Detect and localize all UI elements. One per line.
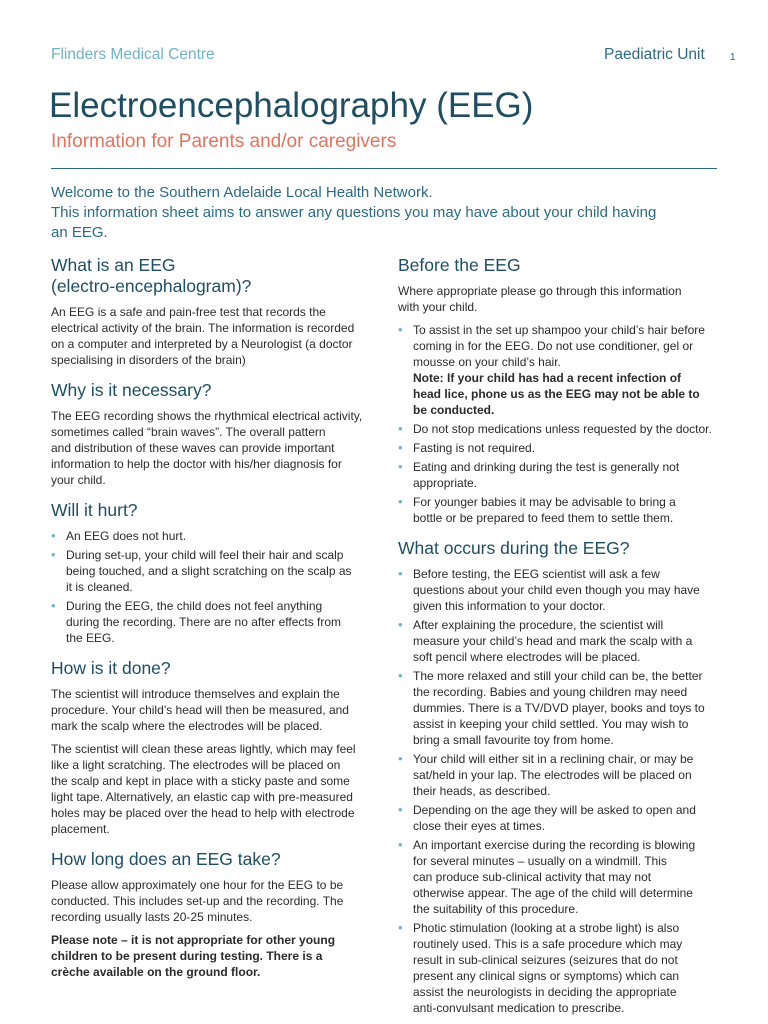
- text-line: placement.: [51, 822, 110, 836]
- list-item: [51, 528, 371, 544]
- text-line: dummies. There is a TV/DVD player, books and toys to: [413, 701, 705, 715]
- text-line: recording usually lasts 20-25 minutes.: [51, 910, 253, 924]
- head-lice-note: be conducted.: [413, 403, 495, 417]
- list-item: [398, 440, 718, 456]
- text-line: electrical activity of the brain. The information is recorded: [51, 321, 355, 335]
- list-item: [398, 459, 718, 491]
- text-line: sometimes called “brain waves”. The overall pattern: [51, 425, 326, 439]
- text-line: The scientist will introduce themselves and explain the: [51, 687, 340, 701]
- before-body: [398, 283, 718, 315]
- title-divider: [51, 168, 717, 169]
- hurt-list: [51, 528, 371, 646]
- during-list: [398, 566, 718, 1016]
- text-line: during the recording. There are no after effects from: [66, 615, 342, 629]
- text-line: The EEG recording shows the rhythmical electrical activity,: [51, 409, 363, 423]
- list-item: [398, 617, 718, 665]
- text-line: the EEG.: [66, 631, 115, 645]
- intro-line: an EEG.: [51, 224, 108, 241]
- text-line: crèche available on the ground floor.: [51, 965, 261, 979]
- creche-note: [51, 932, 371, 980]
- text-line: for several minutes – usually on a windmill. This: [413, 854, 667, 868]
- what-body: [51, 304, 371, 368]
- list-item: [398, 751, 718, 799]
- intro-line: This information sheet aims to answer any questions you may have about your child having: [51, 204, 657, 221]
- text-line: conducted. This includes set-up and the recording. The: [51, 894, 344, 908]
- text-line: • Your child will either sit in a reclining chair, or may be: [413, 752, 694, 766]
- page-subtitle: Information for Parents and/or caregivers: [51, 131, 397, 152]
- text-line: An EEG is a safe and pain-free test that records the: [51, 305, 326, 319]
- text-line: • Before testing, the EEG scientist will ask a few: [413, 567, 660, 581]
- text-line: • Photic stimulation (looking at a strobe light) is also: [413, 921, 680, 935]
- list-item: [398, 668, 718, 748]
- text-line: • Fasting is not required.: [413, 441, 536, 455]
- list-item: [398, 494, 718, 526]
- before-heading: Before the EEG: [398, 255, 521, 275]
- heading-line: (electro-encephalogram)?: [51, 276, 252, 296]
- text-line: • During set-up, your child will feel their hair and scalp: [66, 548, 344, 562]
- page-number: 1: [730, 52, 736, 63]
- text-line: Where appropriate please go through this information: [398, 284, 682, 298]
- text-line: close their eyes at times.: [413, 819, 546, 833]
- list-item: [398, 837, 718, 917]
- how-heading: How is it done?: [51, 658, 171, 678]
- text-line: your child.: [51, 473, 106, 487]
- text-line: like a light scratching. The electrodes will be placed on: [51, 758, 341, 772]
- intro-text: [51, 183, 721, 243]
- header-org: Flinders Medical Centre: [51, 46, 215, 63]
- list-item: [51, 547, 371, 595]
- text-line: • For younger babies it may be advisable to bring a: [413, 495, 676, 509]
- text-line: information to help the doctor with his/her diagnosis for: [51, 457, 342, 471]
- what-heading: [51, 255, 371, 297]
- text-line: questions about your child even though you may have: [413, 583, 700, 597]
- text-line: • Eating and drinking during the test is generally not: [413, 460, 680, 474]
- text-line: anti-convulsant medication to prescribe.: [413, 1001, 625, 1015]
- why-heading: Why is it necessary?: [51, 380, 212, 400]
- text-line: the suitability of this procedure.: [413, 902, 579, 916]
- text-line: assist the neurologists in deciding the appropriate: [413, 985, 677, 999]
- text-line: • During the EEG, the child does not feel anything: [66, 599, 323, 613]
- text-line: The scientist will clean these areas lightly, which may feel: [51, 742, 356, 756]
- list-item: [398, 566, 718, 614]
- text-line: assist in keeping your child settled. You may wish to: [413, 717, 689, 731]
- list-item: [398, 421, 718, 437]
- text-line: • The more relaxed and still your child can be, the better: [413, 669, 703, 683]
- text-line: otherwise appear. The age of the child will determine: [413, 886, 693, 900]
- text-line: present any clinical signs or symptoms) which can: [413, 969, 680, 983]
- text-line: • After explaining the procedure, the scientist will: [413, 618, 664, 632]
- duration-heading: How long does an EEG take?: [51, 849, 281, 869]
- text-line: light tape. Alternatively, an elastic cap with pre-measured: [51, 790, 353, 804]
- text-line: their heads, as described.: [413, 784, 551, 798]
- before-list: [398, 322, 718, 526]
- text-line: mark the scalp where the electrodes will be placed.: [51, 719, 323, 733]
- how-body-2: [51, 741, 371, 837]
- text-line: • Do not stop medications unless requested by the doctor.: [413, 422, 712, 436]
- text-line: can produce sub-clinical activity that may not: [413, 870, 652, 884]
- text-line: appropriate.: [413, 476, 478, 490]
- how-body-1: [51, 686, 371, 734]
- text-line: it is cleaned.: [66, 580, 133, 594]
- text-line: the scalp and kept in place with a sticky paste and some: [51, 774, 350, 788]
- intro-line: Welcome to the Southern Adelaide Local Health Network.: [51, 184, 433, 201]
- text-line: procedure. Your child’s head will then be measured, and: [51, 703, 349, 717]
- text-line: bottle or be prepared to feed them to settle them.: [413, 511, 674, 525]
- during-heading: What occurs during the EEG?: [398, 538, 630, 558]
- text-line: routinely used. This is a safe procedure which may: [413, 937, 683, 951]
- text-line: given this information to your doctor.: [413, 599, 606, 613]
- text-line: the recording. Babies and young children may need: [413, 685, 688, 699]
- text-line: • Depending on the age they will be asked to open and: [413, 803, 696, 817]
- why-body: [51, 408, 371, 488]
- list-item: [398, 920, 718, 1016]
- text-line: Please note – it is not appropriate for other young: [51, 933, 336, 947]
- text-line: on a computer and interpreted by a Neurologist (a doctor: [51, 337, 353, 351]
- text-line: measure your child’s head and mark the scalp with a: [413, 634, 693, 648]
- text-line: coming in for the EEG. Do not use conditioner, gel or: [413, 339, 694, 353]
- text-line: and distribution of these waves can provide important: [51, 441, 335, 455]
- head-lice-note: head lice, phone us as the EEG may not be able to: [413, 387, 700, 401]
- list-item: [398, 322, 718, 418]
- duration-body: [51, 877, 371, 925]
- list-item: [398, 802, 718, 834]
- list-item: [51, 598, 371, 646]
- page-title: Electroencephalography (EEG): [49, 86, 534, 125]
- right-column: [398, 255, 718, 1023]
- text-line: • An important exercise during the recording is blowing: [413, 838, 696, 852]
- text-line: • To assist in the set up shampoo your child’s hair before: [413, 323, 705, 337]
- text-line: holes may be placed over the head to help with electrode: [51, 806, 355, 820]
- text-line: mousse on your child’s hair.: [413, 355, 561, 369]
- heading-line: What is an EEG: [51, 255, 176, 275]
- text-line: sat/held in your lap. The electrodes will be placed on: [413, 768, 692, 782]
- text-line: bring a small favourite toy from home.: [413, 733, 614, 747]
- header-unit: Paediatric Unit: [604, 46, 705, 63]
- text-line: with your child.: [398, 300, 478, 314]
- text-line: • An EEG does not hurt.: [66, 529, 187, 543]
- text-line: soft pencil where electrodes will be placed.: [413, 650, 641, 664]
- text-line: result in sub-clinical seizures (seizures that do not: [413, 953, 678, 967]
- text-line: Please allow approximately one hour for the EEG to be: [51, 878, 344, 892]
- text-line: children to be present during testing. There is a: [51, 949, 323, 963]
- head-lice-note: Note: If your child has had a recent infection of: [413, 371, 682, 385]
- hurt-heading: Will it hurt?: [51, 500, 138, 520]
- text-line: being touched, and a slight scratching on the scalp as: [66, 564, 352, 578]
- text-line: specialising in disorders of the brain): [51, 353, 246, 367]
- left-column: [51, 255, 371, 987]
